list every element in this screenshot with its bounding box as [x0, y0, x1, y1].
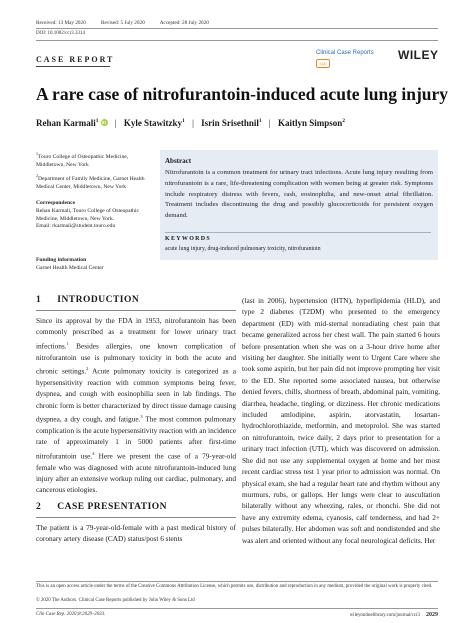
dates-line [36, 20, 223, 26]
section-tag: CASE REPORT [36, 55, 115, 64]
funding-block [36, 257, 148, 273]
author-separator: | [268, 118, 271, 128]
author-list [36, 118, 345, 128]
funding-text: Garnet Health Medical Center [36, 264, 104, 271]
author-name[interactable]: Isrin Srisethnil [201, 118, 259, 128]
affiliation-text: Touro College of Osteopathic Medicine, Middletown, New York [36, 153, 129, 168]
journal-name[interactable]: Clinical Case Reports [316, 50, 374, 56]
revised-date: Revised: 5 July 2020 [101, 20, 145, 26]
page-footer-divider [36, 608, 438, 609]
section-title: INTRODUCTION [57, 295, 140, 305]
author-affiliation-sup: 1 [95, 118, 99, 124]
abstract-heading: Abstract [165, 157, 192, 165]
journal-url[interactable]: wileyonlinelibrary.com/journal/ccr3 [349, 613, 420, 618]
section-number: 1 [36, 295, 42, 305]
keywords-list: acute lung injury, drug-induced pulmonary toxicity, nitrofurantoin [165, 246, 321, 252]
section-title: CASE PRESENTATION [57, 502, 168, 512]
reference-sup[interactable]: 3 [140, 414, 143, 420]
author-name[interactable]: Kaitlyn Simpson [277, 118, 343, 128]
affiliation-sup: 2 [36, 173, 38, 178]
introduction-paragraph [36, 315, 236, 496]
accepted-date: Accepted: 28 July 2020 [159, 20, 209, 26]
open-access-icon: OA [316, 59, 330, 68]
section-tag-underline [36, 66, 110, 67]
affiliation-2 [36, 172, 148, 191]
copyright-note: © 2020 The Authors. Clinical Case Reports published by John Wiley & Sons Ltd [36, 598, 195, 603]
section-divider [36, 517, 236, 518]
author-affiliation-sup: 2 [342, 118, 345, 124]
case-paragraph-continued: (last in 2006), hypertension (HTN), hyperlipidemia (HLD), and type 2 diabetes (T2DM) who presented to the emergency department (ED) with mid-sternal nonradiating chest pain that became generalized across her chest wall. The pain started 6 hours before presentation when she was on a 3-hour drive home after visiting her daughter. She initially went to Urgent Care where she took some aspirin, but her pain did not improve prompting her visit to the ED. She reported some associated nausea, but otherwise denied fevers, chills, shortness of breath, abdominal pain, vomiting, diarrhea, headache, tingling, or dizziness. Her chronic medications included amlodipine, aspirin, atorvastatin, losartan-hydrochlorothiazide, metformin, and metoprolol. She was started on nitrofurantoin, twice daily, 2 days prior to presentation for a urinary tract infection (UTI), which was discovered on admission. She did not use any supplemental oxygen at home and her most recent cardiac stress test 1 year prior to admission was normal. On physical exam, she had a regular heart rate and rhythm without any murmurs, rubs, or gallops. Her lungs were clear to auscultation bilaterally without any wheezing, rales, or rhonchi. She did not have any extremity edema, cyanosis, calf tenderness, and had 2+ pulses bilaterally. Her abdomen was soft and nondistended and she was alert and oriented without any focal neurological deficits. Her [242, 296, 440, 545]
article-title: A rare case of nitrofurantoin-induced acute lung injury [36, 84, 449, 104]
funding-label: Funding information [36, 257, 87, 263]
abstract-text: Nitrofurantoin is a common treatment for urinary tract infections. Acute lung injury resulting from nitrofurantoin is a rare, life-threatening complication with women being at greater risk. Symptoms include respiratory distress with fevers, rash, eosinophilia, and new-onset atrial fibrillation. Treatment includes discontinuing the drug and possibly glucocorticoids for persistent oxygen demand. [165, 169, 433, 220]
keywords-heading: KEYWORDS [165, 236, 212, 242]
footnote-divider [36, 581, 438, 582]
text-run: Since its approval by the FDA in 1953, nitrofurantoin has been commonly prescribed as a treatment for lower urinary tract infections. [36, 316, 236, 351]
affiliation-1 [36, 150, 148, 169]
reference-sup[interactable]: 4 [92, 450, 95, 456]
publisher-logo[interactable]: WILEY [398, 48, 439, 62]
affiliation-sup: 1 [36, 151, 38, 156]
citation: Clin Case Rep. 2020;8:2029–2033. [36, 612, 106, 617]
correspondence-email[interactable]: Email: rkarmali@student.touro.edu [36, 223, 116, 230]
text-run: Besides allergies, one known complication of nitrofurantoin use is pulmonary toxicity in both the acute and chronic settings. [36, 341, 236, 376]
text-run: Here we present the case of a 79-year-old female who was diagnosed with acute nitrofurantoin-induced lung injury after an extensive workup ruling out cardiac, pulmonary, and cancerous etiologies. [36, 451, 236, 495]
section-number: 2 [36, 502, 42, 512]
section-heading-case-presentation [36, 502, 167, 512]
header-divider [36, 28, 438, 29]
section-heading-introduction [36, 295, 139, 305]
reference-sup[interactable]: 1 [66, 340, 69, 346]
reference-sup[interactable]: 2 [86, 366, 89, 372]
license-note: This is an open access article under the terms of the Creative Commons Attribution License, which permits use, distribution and reproduction in any medium, provided the original work is properly cited. [36, 584, 433, 589]
author-affiliation-sup: 1 [258, 118, 262, 124]
doi[interactable]: DOI: 10.1002/ccr3.3314 [36, 31, 86, 36]
received-date: Received: 13 May 2020 [36, 20, 86, 26]
doi-divider [36, 40, 438, 41]
author-separator: | [114, 118, 117, 128]
author-separator: | [192, 118, 194, 128]
case-paragraph: The patient is a 79-year-old-female with a past medical history of coronary artery disease (CAD) status/post 6 stents [36, 523, 236, 544]
section-divider [36, 310, 236, 311]
author-name[interactable]: Rehan Karmali [36, 118, 96, 128]
text-run: The most common pulmonary complication is the acute hypersensitivity reaction with an incidence rate of approximately 1 in 5000 patients after first-time nitrofurantoin use. [36, 414, 236, 461]
author-name[interactable]: Kyle Stawitzky [123, 118, 183, 128]
correspondence-block [36, 200, 148, 231]
author-affiliation-sup: 1 [182, 118, 185, 124]
affiliation-text: Department of Family Medicine, Garnet Health Medical Center, Middletown, New York [36, 175, 145, 190]
page-number: 2029 [426, 612, 438, 618]
text-run: Acute pulmonary toxicity is categorized as a hypersensitivity reaction with common symptoms being fever, dyspnea, and cough with eosinophilia seen in lab findings. The chronic form is better characterized by direct tissue damage causing dyspnea, a dry cough, and fatigue. [36, 366, 237, 424]
correspondence-text: Rehan Karmali, Touro College of Osteopathic Medicine, Middletown, New York. [36, 207, 139, 222]
correspondence-label: Correspondence [36, 200, 76, 206]
orcid-icon[interactable]: iD [101, 120, 107, 125]
abstract-divider [165, 232, 431, 233]
page-footer-right [350, 612, 438, 618]
